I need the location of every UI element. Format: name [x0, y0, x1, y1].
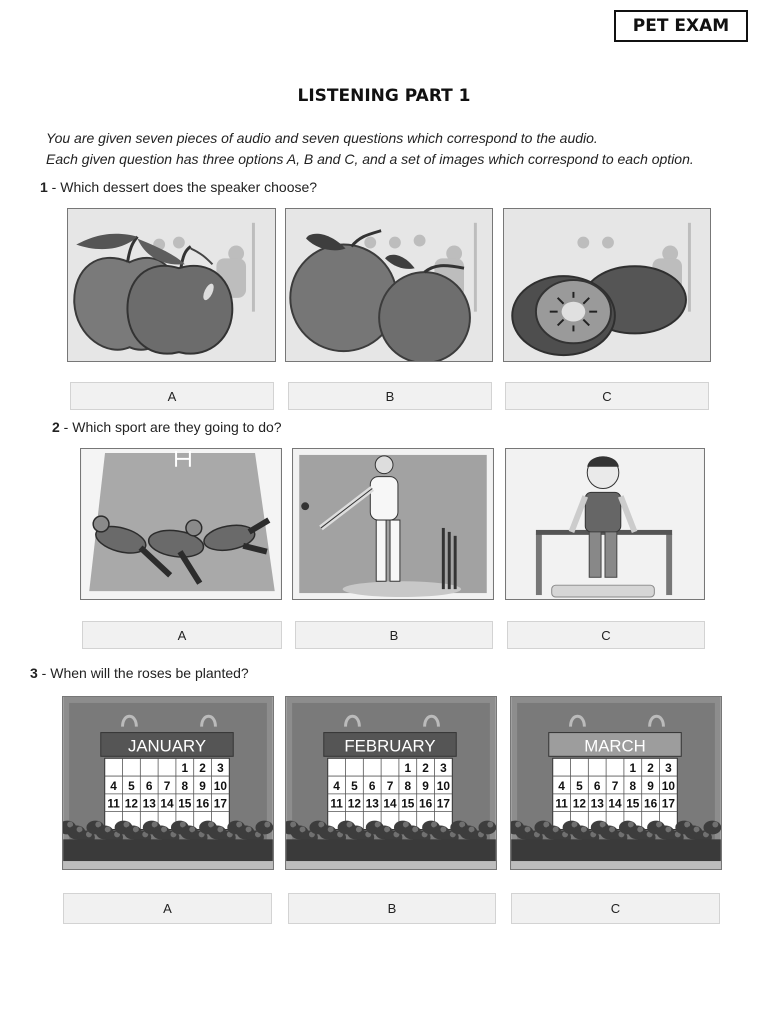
calendar-day: 16 — [418, 796, 433, 811]
calendar-day: 7 — [163, 778, 171, 793]
exam-badge: PET EXAM — [614, 10, 748, 42]
question-2 — [52, 419, 282, 435]
calendar-month: MARCH — [584, 736, 646, 756]
calendar-day: 17 — [661, 796, 675, 811]
calendar-day: 8 — [404, 778, 412, 793]
calendar-day: 15 — [178, 796, 192, 811]
calendar-day: 13 — [590, 796, 604, 811]
calendar-day: 1 — [404, 761, 412, 776]
calendar-day: 4 — [110, 778, 117, 793]
cricket-illustration — [293, 449, 493, 599]
calendar-day: 14 — [383, 796, 397, 811]
calendar-day: 9 — [647, 778, 654, 793]
page-title: LISTENING PART 1 — [297, 86, 471, 106]
instructions — [46, 128, 694, 170]
answer-3-b[interactable]: B — [288, 893, 496, 924]
calendar-day: 4 — [558, 778, 565, 793]
option-image-kiwis[interactable] — [503, 208, 711, 362]
calendar-day: 9 — [199, 778, 206, 793]
calendar-day: 10 — [661, 778, 675, 793]
calendar-day: 14 — [160, 796, 174, 811]
question-text: - When will the roses be planted? — [37, 665, 249, 681]
calendar-day: 5 — [128, 778, 135, 793]
calendar-day: 11 — [107, 796, 120, 811]
kiwi-illustration — [504, 209, 710, 361]
answer-1-a[interactable]: A — [70, 382, 274, 410]
calendar-day: 2 — [199, 761, 206, 776]
calendar-day: 15 — [626, 796, 640, 811]
calendar-day: 9 — [422, 778, 429, 793]
rugby-illustration — [81, 449, 281, 599]
calendar-month: FEBRUARY — [344, 736, 436, 756]
question-1 — [40, 179, 317, 195]
calendar-day: 16 — [643, 796, 658, 811]
calendar-day: 13 — [142, 796, 156, 811]
option-image-rugby[interactable] — [80, 448, 282, 600]
option-image-cricket[interactable] — [292, 448, 494, 600]
answer-3-a[interactable]: A — [63, 893, 272, 924]
question-3 — [30, 665, 249, 681]
calendar-day: 12 — [124, 796, 139, 811]
calendar-day: 6 — [145, 778, 153, 793]
question-text: - Which sport are they going to do? — [59, 419, 282, 435]
gymnastics-illustration — [506, 449, 704, 599]
calendar-day: 1 — [181, 761, 189, 776]
calendar-day: 10 — [436, 778, 450, 793]
question-text: - Which dessert does the speaker choose? — [47, 179, 318, 195]
calendar-day: 8 — [629, 778, 637, 793]
calendar-day: 16 — [195, 796, 210, 811]
option-image-oranges[interactable] — [285, 208, 493, 362]
option-image-apples[interactable] — [67, 208, 276, 362]
oranges-illustration — [286, 209, 492, 361]
calendar-day: 3 — [217, 761, 224, 776]
calendar-day: 1 — [629, 761, 637, 776]
calendar-february-illustration — [286, 697, 496, 869]
calendar-day: 11 — [555, 796, 568, 811]
calendar-month: JANUARY — [127, 736, 207, 756]
answer-1-b[interactable]: B — [288, 382, 492, 410]
calendar-day: 17 — [213, 796, 227, 811]
instructions-line-1: You are given seven pieces of audio and seven questions which correspond to the audio. — [46, 130, 598, 146]
calendar-day: 3 — [665, 761, 672, 776]
calendar-day: 13 — [365, 796, 379, 811]
option-image-gymnastics[interactable] — [505, 448, 705, 600]
calendar-day: 5 — [576, 778, 583, 793]
calendar-march-illustration — [511, 697, 721, 869]
apples-illustration — [68, 209, 275, 361]
instructions-line-2: Each given question has three options A, B and C, and a set of images which correspond to each option. — [46, 151, 694, 167]
answer-3-c[interactable]: C — [511, 893, 720, 924]
calendar-day: 12 — [347, 796, 362, 811]
question-number: 3 — [30, 665, 38, 681]
calendar-day: 10 — [213, 778, 227, 793]
calendar-day: 3 — [440, 761, 447, 776]
answer-1-c[interactable]: C — [505, 382, 709, 410]
calendar-day: 15 — [401, 796, 415, 811]
calendar-day: 4 — [333, 778, 340, 793]
answer-2-b[interactable]: B — [295, 621, 493, 649]
calendar-day: 11 — [330, 796, 343, 811]
calendar-day: 6 — [368, 778, 376, 793]
answer-2-c[interactable]: C — [507, 621, 705, 649]
calendar-january-illustration — [63, 697, 273, 869]
question-number: 1 — [40, 179, 48, 195]
calendar-day: 7 — [386, 778, 394, 793]
calendar-day: 14 — [608, 796, 622, 811]
option-image-calendar-february[interactable] — [285, 696, 497, 870]
option-image-calendar-march[interactable] — [510, 696, 722, 870]
calendar-day: 5 — [351, 778, 358, 793]
calendar-day: 7 — [611, 778, 619, 793]
calendar-day: 17 — [436, 796, 450, 811]
calendar-day: 12 — [572, 796, 587, 811]
answer-2-a[interactable]: A — [82, 621, 282, 649]
calendar-day: 2 — [422, 761, 429, 776]
calendar-day: 6 — [593, 778, 601, 793]
question-number: 2 — [52, 419, 60, 435]
calendar-day: 8 — [181, 778, 189, 793]
calendar-day: 2 — [647, 761, 654, 776]
option-image-calendar-january[interactable] — [62, 696, 274, 870]
